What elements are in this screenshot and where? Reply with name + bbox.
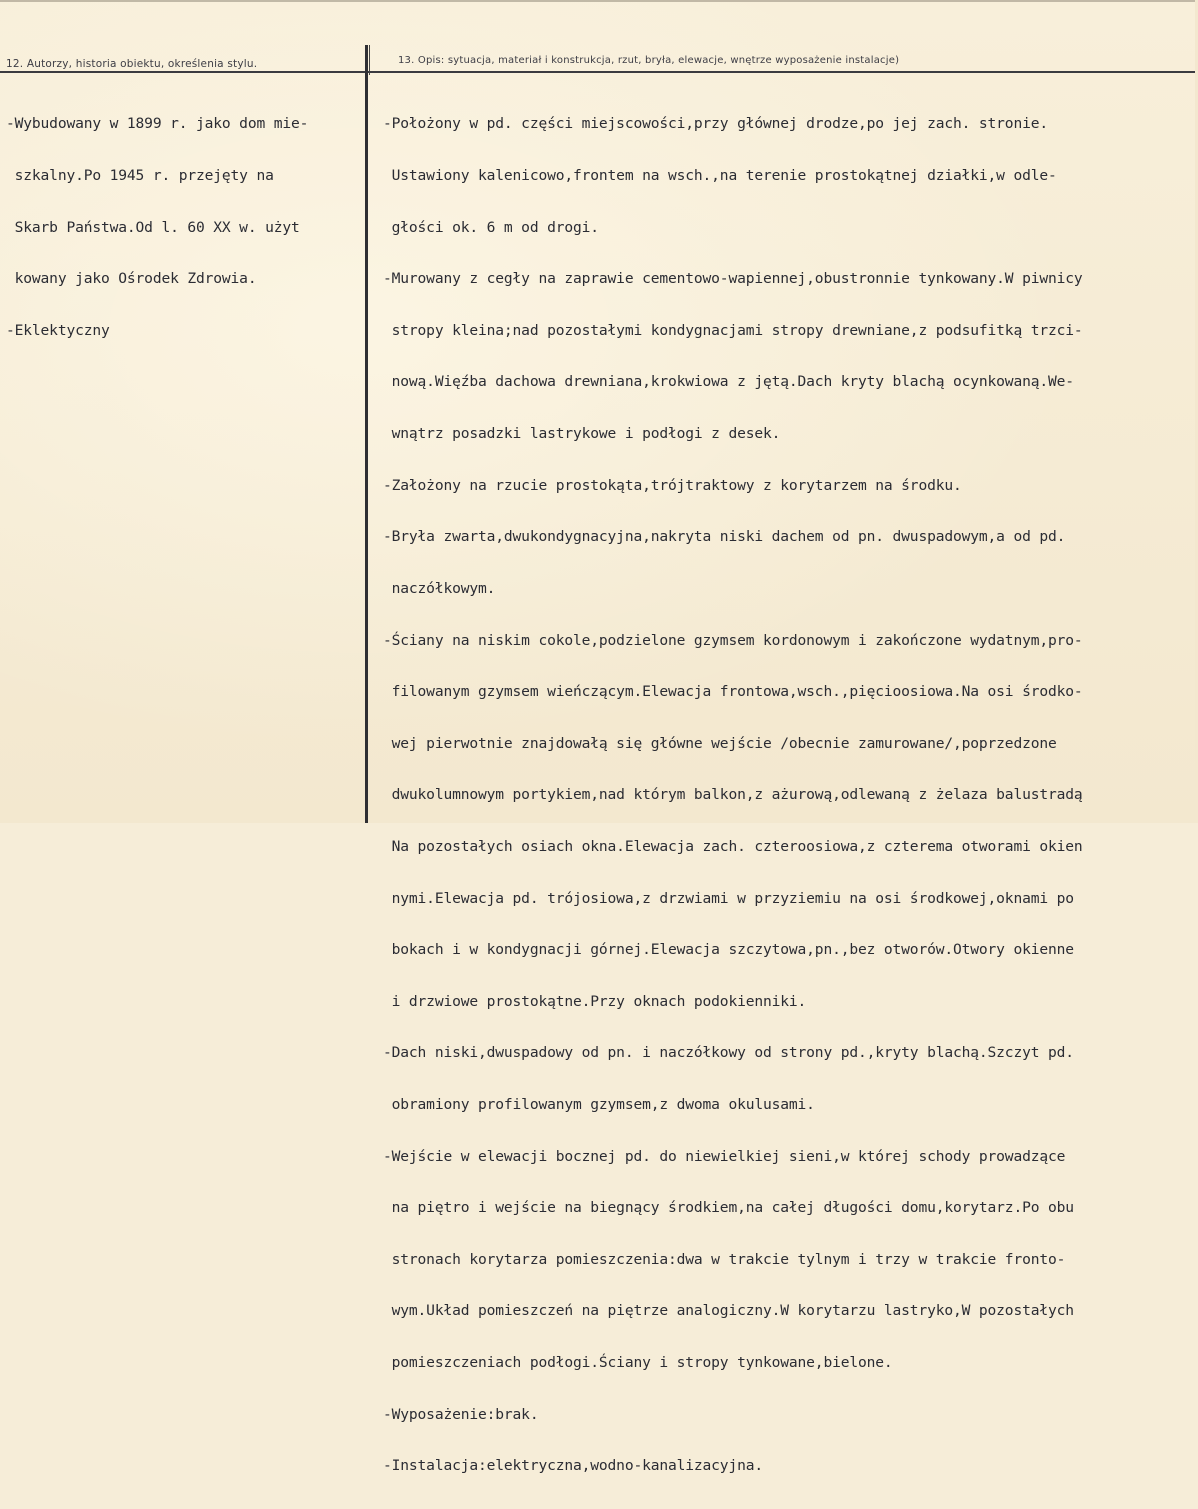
column-divider bbox=[365, 45, 368, 823]
right-line: bokach i w kondygnacji górnej.Elewacja szczytowa,pn.,bez otworów.Otwory okienne bbox=[383, 941, 1074, 959]
header-rule bbox=[0, 71, 1198, 73]
column-divider-tick bbox=[369, 45, 370, 75]
right-line: dwukolumnowym portykiem,nad którym balkon,z ażurową,odlewaną z żelaza balustradą bbox=[383, 786, 1083, 804]
left-line: -Eklektyczny bbox=[6, 321, 110, 339]
left-line: kowany jako Ośrodek Zdrowia. bbox=[6, 270, 257, 288]
right-column-header: 13. Opis: sytuacja, materiał i konstrukcja, rzut, bryła, elewacje, wnętrze wyposażenie instalacje) bbox=[398, 55, 900, 66]
right-line: -Bryła zwarta,dwukondygnacyjna,nakryta niski dachem od pn. dwuspadowym,a od pd. bbox=[383, 528, 1066, 546]
right-line: -Ściany na niskim cokole,podzielone gzymsem kordonowym i zakończone wydatnym,pro- bbox=[383, 631, 1083, 649]
right-line: -Położony w pd. części miejscowości,przy głównej drodze,po jej zach. stronie. bbox=[383, 115, 1048, 133]
right-line: pomieszczeniach podłogi.Ściany i stropy tynkowane,bielone. bbox=[383, 1354, 893, 1372]
right-line: -Dach niski,dwuspadowy od pn. i naczółkowy od strony pd.,kryty blachą.Szczyt pd. bbox=[383, 1044, 1074, 1062]
right-line: wym.Układ pomieszczeń na piętrze analogiczny.W korytarzu lastryko,W pozostałych bbox=[383, 1302, 1074, 1320]
right-line: -Założony na rzucie prostokąta,trójtraktowy z korytarzem na środku. bbox=[383, 476, 962, 494]
left-line: -Wybudowany w 1899 r. jako dom mie- bbox=[6, 115, 309, 133]
right-line: nową.Więźba dachowa drewniana,krokwiowa z jętą.Dach kryty blachą ocynkowaną.We- bbox=[383, 373, 1074, 391]
right-line: filowanym gzymsem wieńczącym.Elewacja frontowa,wsch.,pięcioosiowa.Na osi środko- bbox=[383, 683, 1083, 701]
top-edge-rule bbox=[0, 0, 1198, 2]
right-line: naczółkowym. bbox=[383, 579, 496, 597]
right-line: wej pierwotnie znajdowałą się główne wejście /obecnie zamurowane/,poprzedzone bbox=[383, 734, 1057, 752]
left-column-header: 12. Autorzy, historia obiektu, określenia stylu. bbox=[6, 58, 258, 70]
right-line: na piętro i wejście na biegnący środkiem,na całej długości domu,korytarz.Po obu bbox=[383, 1199, 1074, 1217]
right-line: stronach korytarza pomieszczenia:dwa w trakcie tylnym i trzy w trakcie fronto- bbox=[383, 1250, 1066, 1268]
right-line: i drzwiowe prostokątne.Przy oknach podokienniki. bbox=[383, 992, 807, 1010]
right-column-text bbox=[383, 81, 1083, 1509]
right-line: nymi.Elewacja pd. trójosiowa,z drzwiami w przyziemiu na osi środkowej,oknami po bbox=[383, 889, 1074, 907]
left-line: Skarb Państwa.Od l. 60 XX w. użyt bbox=[6, 218, 300, 236]
right-line: Ustawiony kalenicowo,frontem na wsch.,na terenie prostokątnej działki,w odle- bbox=[383, 167, 1057, 185]
right-line: głości ok. 6 m od drogi. bbox=[383, 218, 599, 236]
right-line: Na pozostałych osiach okna.Elewacja zach. czteroosiowa,z czterema otworami okien bbox=[383, 837, 1083, 855]
left-line: szkalny.Po 1945 r. przejęty na bbox=[6, 167, 274, 185]
right-line: -Instalacja:elektryczna,wodno-kanalizacyjna. bbox=[383, 1457, 763, 1475]
right-line: -Murowany z cegły na zaprawie cementowo-wapiennej,obustronnie tynkowany.W piwnicy bbox=[383, 270, 1083, 288]
right-line: stropy kleina;nad pozostałymi kondygnacjami stropy drewniane,z podsufitką trzci- bbox=[383, 321, 1083, 339]
right-line: obramiony profilowanym gzymsem,z dwoma okulusami. bbox=[383, 1095, 815, 1113]
right-line: -Wejście w elewacji bocznej pd. do niewielkiej sieni,w której schody prowadzące bbox=[383, 1147, 1066, 1165]
right-line: wnątrz posadzki lastrykowe i podłogi z desek. bbox=[383, 425, 781, 443]
left-column-text bbox=[6, 81, 308, 373]
right-line: -Wyposażenie:brak. bbox=[383, 1405, 539, 1423]
